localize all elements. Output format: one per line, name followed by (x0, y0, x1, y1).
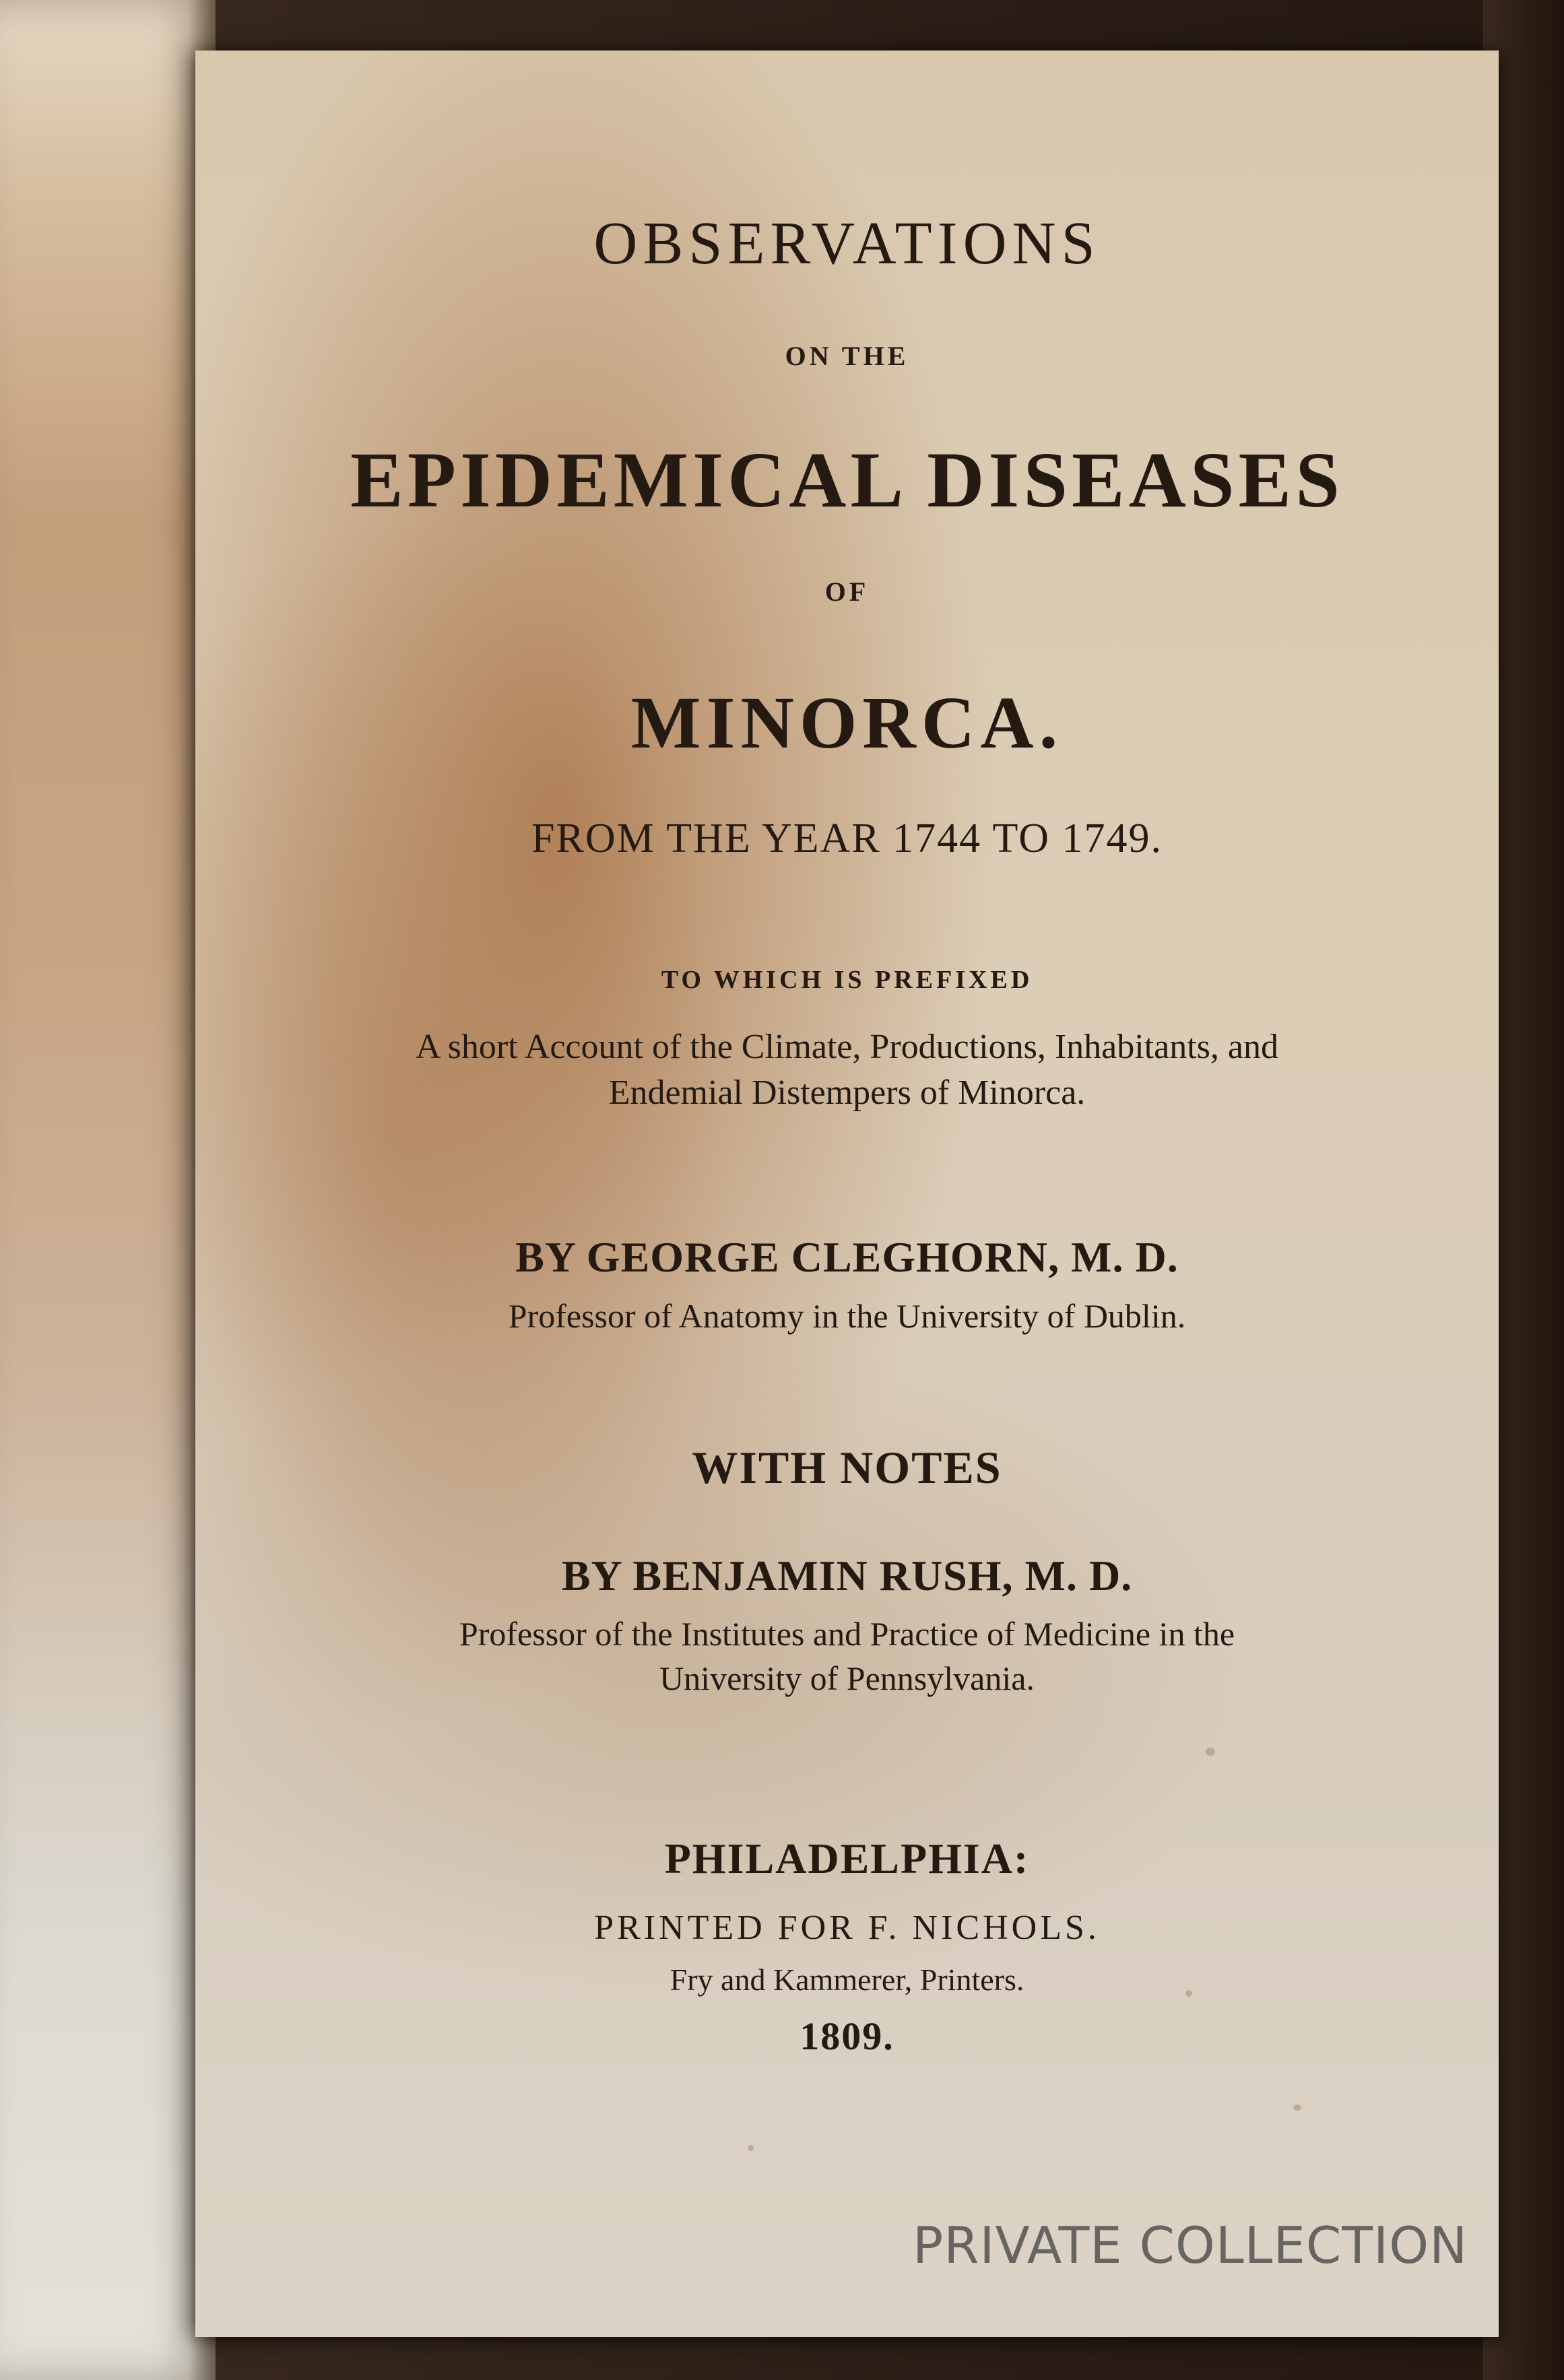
notes-author-title-line-2: University of Pennsylvania. (659, 1659, 1035, 1697)
prefixed-heading: TO WHICH IS PREFIXED (661, 966, 1033, 994)
title-on-the: ON THE (785, 341, 909, 371)
title-epidemical-diseases: EPIDEMICAL DISEASES (350, 436, 1344, 524)
title-page (195, 51, 1499, 2337)
foxing-spot (748, 2145, 754, 2151)
author-title-line: Professor of Anatomy in the University of Dublin. (508, 1297, 1186, 1335)
account-line-1: A short Account of the Climate, Productions, Inhabitants, and (415, 1028, 1279, 1066)
notes-author-title-line-1: Professor of the Institutes and Practice of Medicine in the (459, 1615, 1235, 1653)
imprint-printed-for: PRINTED FOR F. NICHOLS. (594, 1909, 1100, 1947)
subtitle-years: FROM THE YEAR 1744 TO 1749. (531, 816, 1163, 861)
imprint-year: 1809. (800, 2014, 894, 2058)
author-line: BY GEORGE CLEGHORN, M. D. (515, 1233, 1179, 1281)
notes-author-line: BY BENJAMIN RUSH, M. D. (561, 1552, 1133, 1599)
imprint-place: PHILADELPHIA: (664, 1834, 1030, 1882)
title-page-text (195, 51, 1499, 2337)
imprint-printers: Fry and Kammerer, Printers. (670, 1962, 1024, 1997)
foxing-spot (1206, 1748, 1215, 1756)
title-minorca: MINORCA. (630, 682, 1064, 764)
title-observations: OBSERVATIONS (593, 210, 1101, 277)
foxing-spot (1293, 2105, 1301, 2111)
account-line-2: Endemial Distempers of Minorca. (608, 1073, 1086, 1112)
title-of: OF (824, 576, 870, 607)
watermark-private-collection: PRIVATE COLLECTION (913, 2216, 1468, 2275)
facing-page-leaf (0, 0, 216, 2380)
with-notes-heading: WITH NOTES (692, 1442, 1002, 1493)
